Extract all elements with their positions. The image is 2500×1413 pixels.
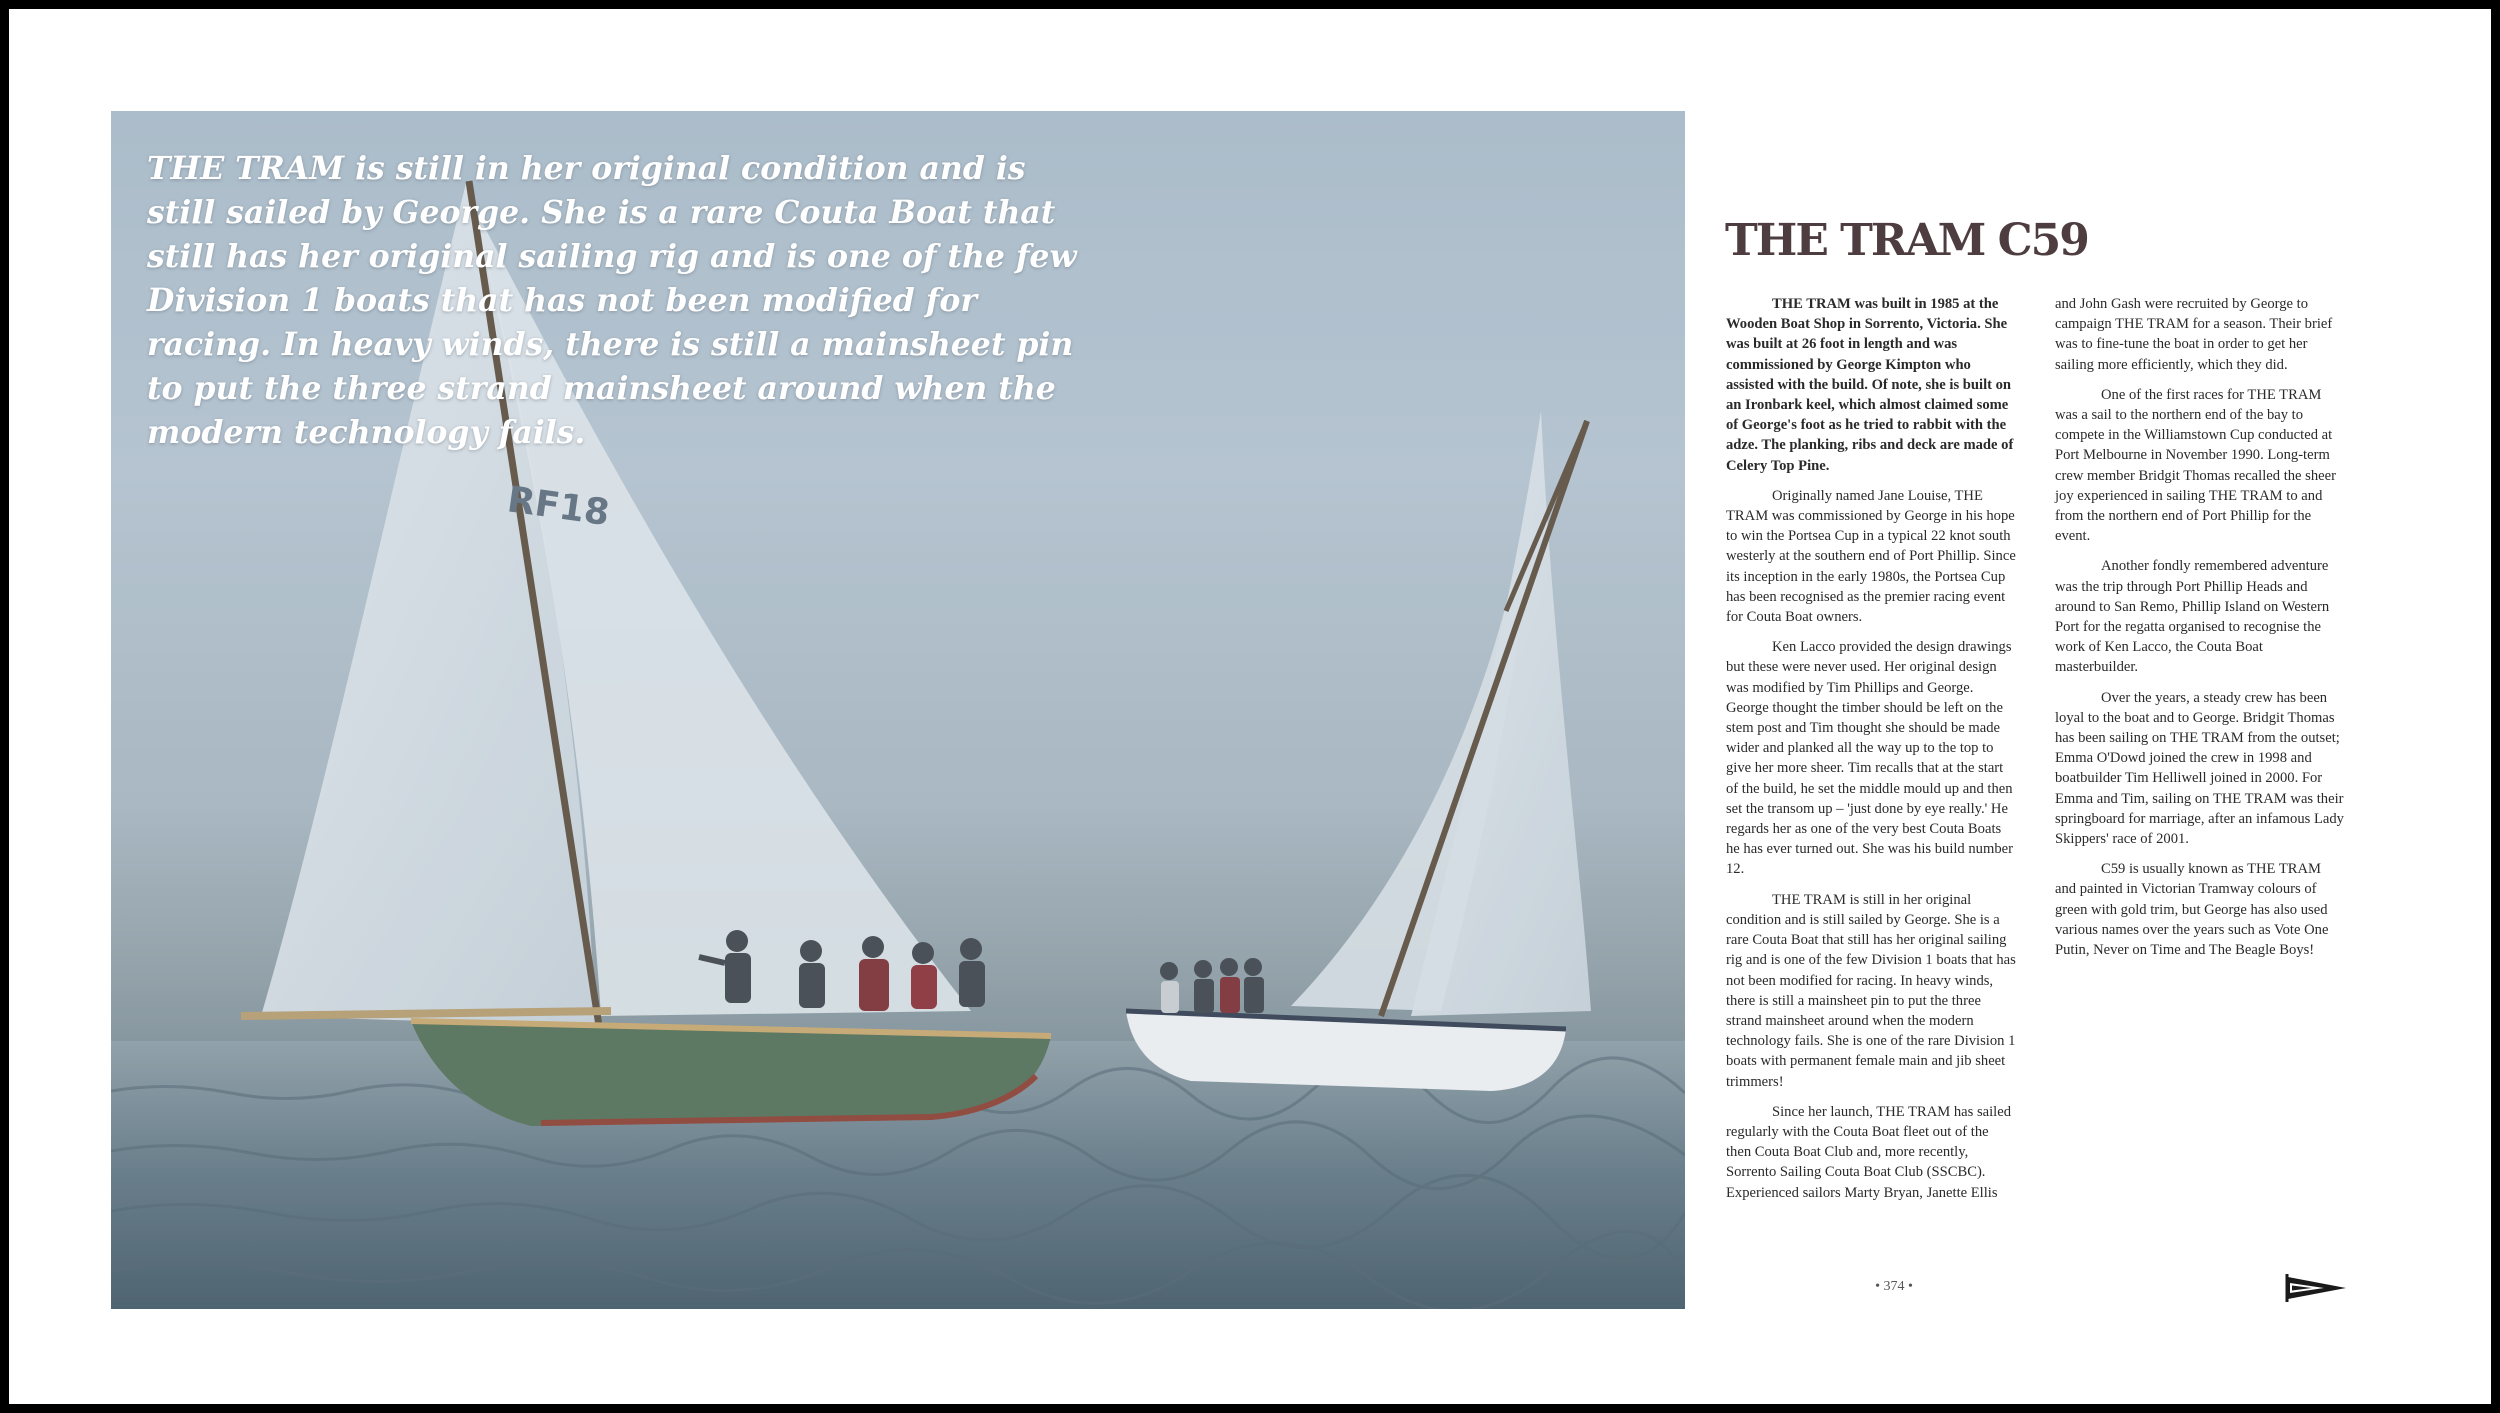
sail-number: RF18 [504, 479, 612, 535]
body-paragraph: Originally named Jane Louise, THE TRAM was commissioned by George in his hope to win the Portsea Cup in a typical 22 knot south westerly at the southern end of Port Phillip. Since its inception in the early 1980s, the Portsea Cup has been recognised as the premier racing event for Couta Boat owners. [1726, 487, 2016, 626]
sailing-photo [111, 111, 1685, 1309]
body-paragraph: C59 is usually known as THE TRAM and painted in Victorian Tramway colours of green with gold trim, but George has also used various names over the years such as Vote One Putin, Never on Time and The Beagle Boys! [2055, 861, 2329, 959]
body-paragraph: Over the years, a steady crew has been loyal to the boat and to George. Bridgit Thomas has been sailing on THE TRAM from the outset; Emma O'Dowd joined the crew in 1998 and boatbuilder Tim Helliwell joined in 2000. For Emma and Tim, sailing on THE TRAM was their springboard for marriage, after an infamous Lady Skippers' race of 2001. [2055, 689, 2344, 848]
text-column-right [2055, 294, 2345, 970]
body-paragraph: Another fondly remembered adventure was the trip through Port Phillip Heads and around to San Remo, Phillip Island on Western Port for the regatta organised to recognise the work of Ken Lacco, the Couta Boat masterbuilder. [2055, 558, 2330, 676]
page-title: THE TRAM C59 [1725, 215, 2088, 266]
body-paragraph: THE TRAM is still in her original condition and is still sailed by George. She is a rare Couta Boat that still has her original sailing rig and is one of the few Division 1 boats that has not been modified for racing. In heavy winds, there is still a mainsheet pin to put the three strand mainsheet around when the modern technology fails. She is one of the rare Division 1 boats with permanent female main and jib sheet trimmers! [1726, 891, 2016, 1090]
text-column-left [1726, 294, 2016, 1213]
body-paragraph: One of the first races for THE TRAM was a sail to the northern end of the bay to compete in the Williamstown Cup conducted at Port Melbourne in November 1990. Long-term crew member Bridgit Thomas recalled the sheer joy experienced in sailing THE TRAM to and from the northern end of Port Phillip for the event. [2055, 386, 2336, 545]
body-paragraph: Ken Lacco provided the design drawings but these were never used. Her original design was modified by Tim Phillips and George. George thought the timber should be left on the stem post and Tim thought she should be made wider and planked all the way up to the top to give her more sheer. Tim recalls that at the start of the build, he set the middle mould up and then set the transom up – 'just done by eye really.' He regards her as one of the very best Couta Boats he has ever turned out. She was his build number 12. [1726, 639, 2013, 878]
lead-paragraph: THE TRAM was built in 1985 at the Wooden Boat Shop in Sorrento, Victoria. She was built at 26 foot in length and was commissioned by George Kimpton who assisted with the build. Of note, she is built on an Ironbark keel, which almost claimed some of George's foot as he tried to rabbit with the adze. The planking, ribs and deck are made of Celery Top Pine. [1726, 296, 2014, 474]
photo-caption: THE TRAM is still in her original condition and is still sailed by George. She is a rare Couta Boat that still has her original sailing rig and is one of the few Division 1 boats that has not been modified for racing. In heavy winds, there is still a mainsheet pin to put the three strand mainsheet around when the modern technology fails. [147, 150, 1077, 451]
book-spread [9, 9, 2491, 1404]
page-number: • 374 • [1875, 1279, 1913, 1294]
body-paragraph: and John Gash were recruited by George to campaign THE TRAM for a season. Their brief was to fine-tune the boat in order to get her sailing more efficiently, which they did. [2055, 296, 2333, 373]
pennant-icon [2284, 1273, 2348, 1303]
body-paragraph: Since her launch, THE TRAM has sailed regularly with the Couta Boat fleet out of the then Couta Boat Club and, more recently, Sorrento Sailing Couta Boat Club (SSCBC). Experienced sailors Marty Bryan, Janette Ellis [1726, 1103, 2011, 1201]
